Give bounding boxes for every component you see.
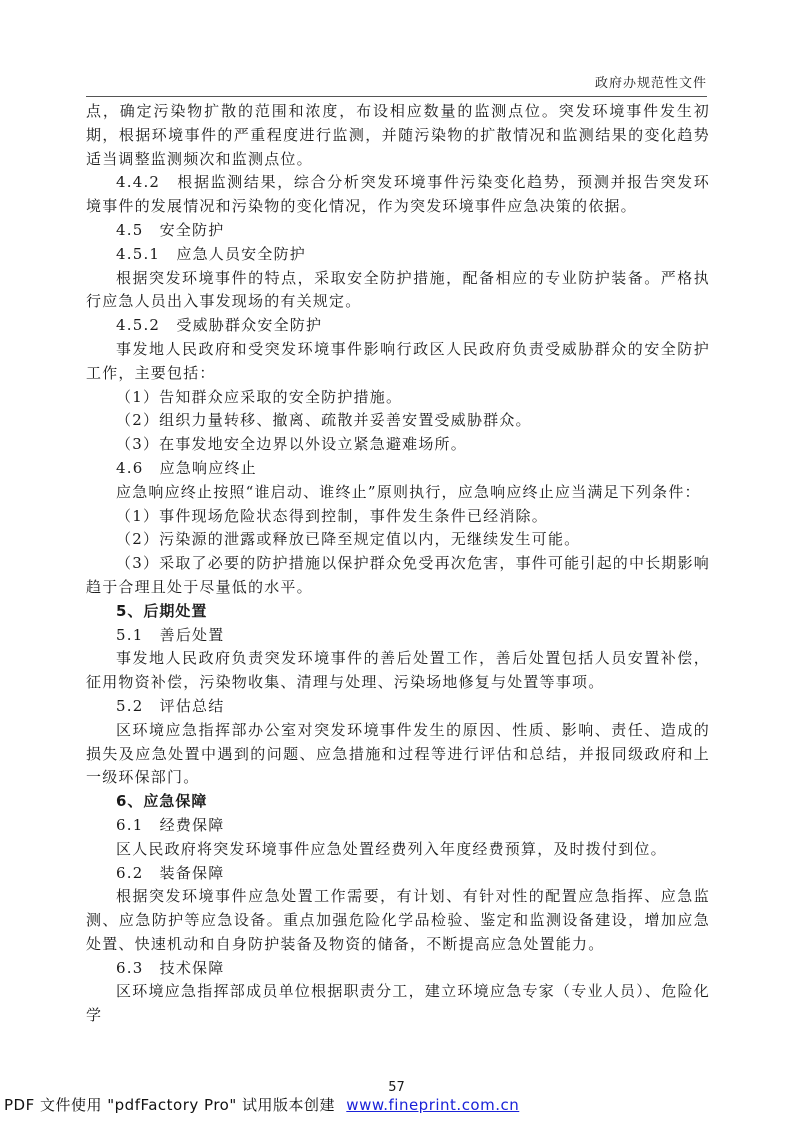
- page-footer: [0, 1080, 793, 1120]
- paragraph: 区环境应急指挥部办公室对突发环境事件发生的原因、性质、影响、责任、造成的损失及应急处置中遇到的问题、应急措施和过程等进行评估和总结，并报同级政府和上一级环保部门。: [86, 720, 710, 787]
- paragraph: 5.2 评估总结: [116, 696, 225, 715]
- paragraph: 6.2 装备保障: [116, 863, 225, 882]
- page-header: [86, 70, 707, 97]
- section-heading: 5、后期处置: [116, 601, 208, 620]
- pdf-watermark: [4, 1094, 519, 1115]
- document-body: [86, 100, 710, 1028]
- paragraph: 4.5.1 应急人员安全防护: [116, 244, 306, 263]
- paragraph: 4.5 安全防护: [116, 220, 225, 239]
- section-heading: 6、应急保障: [116, 792, 208, 811]
- paragraph: 5.1 善后处置: [116, 625, 225, 644]
- paragraph: 根据突发环境事件的特点，采取安全防护措施，配备相应的专业防护装备。严格执行应急人员出入事发现场的有关规定。: [86, 268, 710, 311]
- paragraph: 区环境应急指挥部成员单位根据职责分工，建立环境应急专家（专业人员）、危险化学: [86, 982, 710, 1025]
- paragraph: （3）采取了必要的防护措施以保护群众免受再次危害，事件可能引起的中长期影响趋于合理且处于尽量低的水平。: [86, 554, 710, 596]
- paragraph: （1）事件现场危险状态得到控制，事件发生条件已经消除。: [116, 506, 548, 525]
- paragraph: 应急响应终止按照“谁启动、谁终止”原则执行，应急响应终止应当满足下列条件：: [116, 482, 701, 501]
- paragraph: （1）告知群众应采取的安全防护措施。: [116, 387, 403, 406]
- fineprint-link[interactable]: www.fineprint.com.cn: [346, 1096, 520, 1114]
- paragraph: 4.6 应急响应终止: [116, 458, 257, 477]
- pdf-watermark-text: PDF 文件使用 "pdfFactory Pro" 试用版本创建: [4, 1096, 336, 1114]
- paragraph: （2）污染源的泄露或释放已降至规定值以内，无继续发生可能。: [116, 530, 581, 549]
- paragraph: 4.5.2 受威胁群众安全防护: [116, 316, 323, 335]
- paragraph: 事发地人民政府和受突发环境事件影响行政区人民政府负责受威胁群众的安全防护工作，主要包括：: [86, 339, 710, 382]
- paragraph: 6.1 经费保障: [116, 815, 225, 834]
- header-text: 政府办规范性文件: [594, 76, 707, 91]
- paragraph: 区人民政府将突发环境事件应急处置经费列入年度经费预算，及时拨付到位。: [116, 839, 667, 858]
- paragraph: 点，确定污染物扩散的范围和浓度，布设相应数量的监测点位。突发环境事件发生初期，根据环境事件的严重程度进行监测，并随污染物的扩散情况和监测结果的变化趋势适当调整监测频次和监测点位。: [86, 102, 710, 168]
- paragraph: 6.3 技术保障: [116, 958, 225, 977]
- paragraph: 4.4.2 根据监测结果，综合分析突发环境事件污染变化趋势，预测并报告突发环境事件的发展情况和污染物的变化情况，作为突发环境事件应急决策的依据。: [86, 173, 710, 216]
- paragraph: 根据突发环境事件应急处置工作需要，有计划、有针对性的配置应急指挥、应急监测、应急防护等应急设备。重点加强危险化学品检验、鉴定和监测设备建设，增加应急处置、快速机动和自身防护装备及物资的储备，不断提高应急处置能力。: [86, 887, 710, 953]
- paragraph: 事发地人民政府负责突发环境事件的善后处置工作，善后处置包括人员安置补偿，征用物资补偿，污染物收集、清理与处理、污染场地修复与处置等事项。: [86, 649, 710, 692]
- paragraph: （3）在事发地安全边界以外设立紧急避难场所。: [116, 435, 467, 454]
- page-number: 57: [388, 1080, 405, 1095]
- paragraph: （2）组织力量转移、撤离、疏散并妥善安置受威胁群众。: [116, 411, 532, 430]
